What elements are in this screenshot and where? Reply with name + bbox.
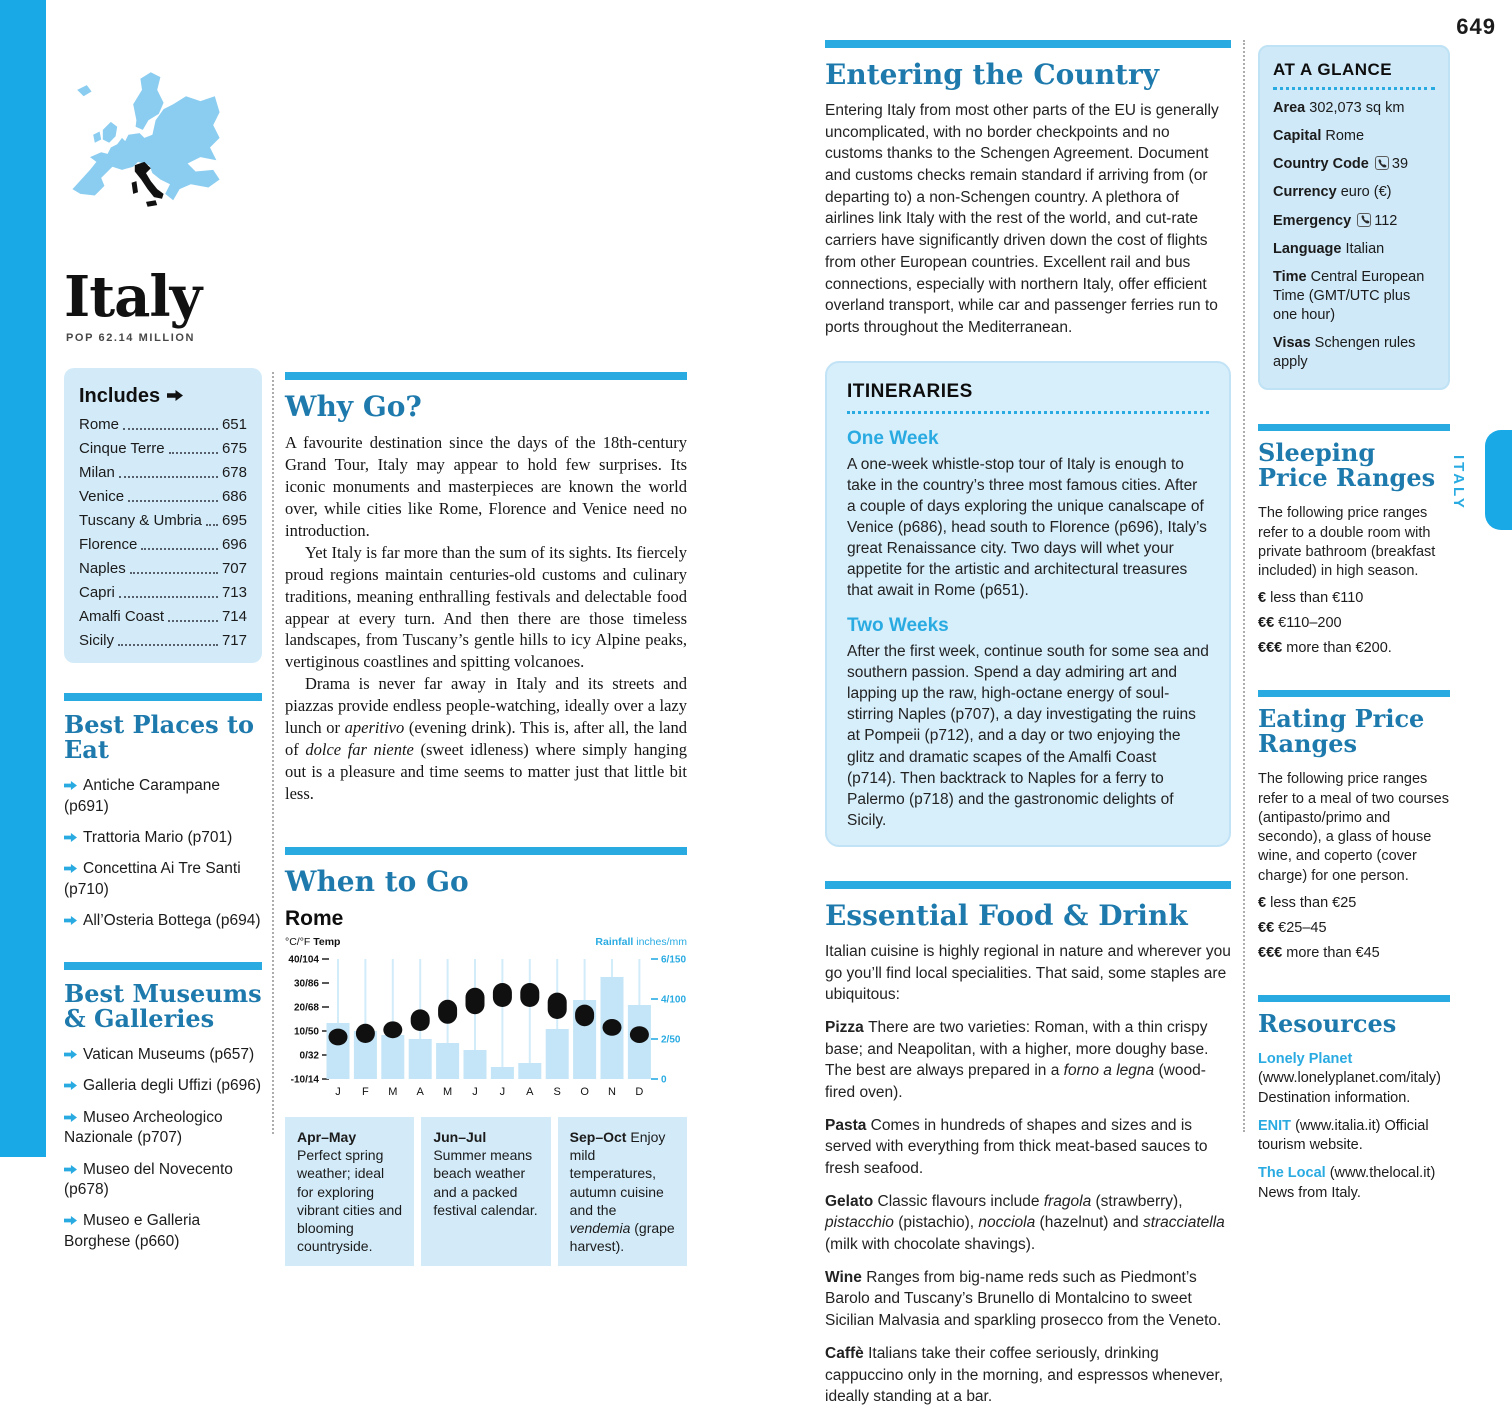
includes-item-name: Amalfi Coast xyxy=(79,608,165,626)
season-boxes xyxy=(285,1117,687,1266)
column-divider-dotted xyxy=(1243,40,1245,1132)
temp-tick-label: 10/50 xyxy=(293,1026,319,1038)
includes-list xyxy=(79,416,247,649)
price-symbol: €€€ xyxy=(1258,640,1287,657)
month-label: M xyxy=(388,1085,398,1098)
temp-tick-label: 20/68 xyxy=(293,1002,319,1014)
food-item: Wine Ranges from big-name reds such as Piedmont’s Barolo and Tuscany’s Brunello di Montalcino to sweet Sicilian Malvasia and sparkling prosecco from the Veneto. xyxy=(825,1268,1222,1330)
includes-item-name: Capri xyxy=(79,584,115,602)
arrow-bullet-icon xyxy=(64,832,77,843)
temp-range-pill xyxy=(466,988,485,1014)
europe-map-graphic xyxy=(66,46,226,241)
food-heading: Essential Food & Drink xyxy=(825,898,1188,932)
month-label: A xyxy=(526,1085,534,1098)
entering-body: Entering Italy from most other parts of the EU is generally uncomplicated, with no border checkpoints and no customs thanks to the Schengen Agreement. Document and customs checks remain standard if arriving from (or departing to) a non-Schengen country. A plethora of airlines link Italy with the rest of the world, and cut-rate carriers have significantly driven down the cost of flights from other European countries. Excellent rail and bus connections, especially with northern Italy, offer efficient overland transport, while car and passenger ferries run to ports throughout the Mediterranean. xyxy=(825,102,1219,336)
left-column xyxy=(64,38,262,1263)
includes-item-name: Rome xyxy=(79,416,120,434)
glance-entry: Area 302,073 sq km xyxy=(1273,100,1405,116)
food-intro: Italian cuisine is highly regional in nature and wherever you go you’ll find local specialities. That said, some staples are ubiquitous: xyxy=(825,942,1231,1004)
price-symbol: € xyxy=(1258,895,1271,911)
best-eat-list xyxy=(64,776,262,932)
europe-map xyxy=(66,46,226,241)
middle-column xyxy=(285,372,687,1266)
includes-item-name: Cinque Terre xyxy=(79,440,165,458)
eating-ranges xyxy=(1258,895,1450,961)
dotted-leader xyxy=(130,572,218,574)
rainfall-bar xyxy=(381,1035,404,1079)
rain-axis-label: Rainfall inches/mm xyxy=(595,935,687,948)
includes-item-page: 686 xyxy=(221,488,247,506)
season-box: Sep–Oct Enjoy mild temperatures, autumn cuisine and the vendemia (grape harvest). xyxy=(558,1117,687,1266)
temp-range-pill xyxy=(411,1009,430,1031)
glance-term: Time xyxy=(1273,268,1311,285)
dotted-rule xyxy=(1273,87,1435,90)
resource-item: The Local (www.thelocal.it) News from Italy. xyxy=(1258,1165,1436,1201)
entering-heading: Entering the Country xyxy=(825,58,1160,91)
season-label: Sep–Oct xyxy=(569,1128,631,1145)
dotted-leader xyxy=(141,548,218,550)
temp-tick-label: 40/104 xyxy=(288,954,319,966)
includes-item xyxy=(79,488,247,505)
temp-axis-label: °C/°F Temp xyxy=(285,935,341,948)
temp-range-pill xyxy=(575,1005,594,1027)
price-range-line: € less than €110 xyxy=(1258,590,1364,607)
glance-entry: Country Code 39 xyxy=(1273,156,1409,173)
includes-item xyxy=(79,440,247,457)
month-label: F xyxy=(362,1085,369,1098)
phone-icon xyxy=(1375,156,1389,170)
glance-entry: Visas Schengen rules apply xyxy=(1273,335,1416,371)
resource-items xyxy=(1258,1050,1450,1203)
includes-item-name: Tuscany & Umbria xyxy=(79,512,202,530)
resource-name: Lonely Planet xyxy=(1258,1050,1353,1067)
includes-item-name: Sicily xyxy=(79,632,115,650)
season-box: Apr–May Perfect spring weather; ideal for exploring vibrant cities and blooming countryside. xyxy=(285,1117,414,1266)
glance-term: Language xyxy=(1273,240,1346,257)
food-item: Pizza There are two varieties: Roman, with a thin crispy base; and Neapolitan, with a higher, more doughy base. The best are always prepared in a forno a legna (wood-fired oven). xyxy=(825,1018,1209,1101)
price-range-line: €€€ more than €200. xyxy=(1258,640,1392,657)
sleeping-heading: Sleeping Price Ranges xyxy=(1258,438,1436,493)
temp-range-pill xyxy=(493,983,512,1007)
glance-term: Currency xyxy=(1273,184,1341,201)
glance-entry: Capital Rome xyxy=(1273,128,1365,145)
arrow-right-icon xyxy=(167,385,183,408)
includes-item-page: 695 xyxy=(221,512,247,530)
column-divider-dotted xyxy=(272,372,274,1134)
includes-item xyxy=(79,416,247,433)
section-rule xyxy=(285,847,687,855)
price-range-line: €€€ more than €45 xyxy=(1258,945,1380,961)
rainfall-bar xyxy=(464,1050,487,1079)
when-to-go-heading: When to Go xyxy=(285,864,469,898)
sleeping-ranges xyxy=(1258,590,1450,656)
chapter-tab xyxy=(1485,430,1512,530)
rainfall-bar xyxy=(436,1043,459,1079)
includes-item-name: Milan xyxy=(79,464,115,482)
month-label: D xyxy=(635,1085,644,1098)
best-museums-item: Galleria degli Uffizi (p696) xyxy=(64,1076,262,1096)
section-rule xyxy=(64,693,262,701)
chapter-tab-label: ITALY xyxy=(1450,455,1467,511)
month-label: J xyxy=(499,1085,506,1098)
food-term: Pasta xyxy=(825,1116,871,1134)
includes-item xyxy=(79,464,247,481)
arrow-bullet-icon xyxy=(64,915,77,926)
section-rule xyxy=(1258,424,1450,431)
best-museums-item: Museo Archeologico Nazionale (p707) xyxy=(64,1108,223,1147)
food-item: Gelato Classic flavours include fragola (strawberry), pistacchio (pistachio), nocciola (hazelnut) and stracciatella (milk with chocolate shavings). xyxy=(825,1192,1225,1254)
at-a-glance-box xyxy=(1258,45,1450,390)
dotted-rule xyxy=(847,411,1209,414)
season-label: Jun–Jul xyxy=(433,1128,487,1145)
includes-box xyxy=(64,368,262,663)
section-rule xyxy=(285,372,687,380)
dotted-leader xyxy=(169,452,218,454)
includes-item-name: Venice xyxy=(79,488,125,506)
chart-city-label: Rome xyxy=(285,906,344,930)
price-symbol: € xyxy=(1258,590,1271,607)
food-term: Wine xyxy=(825,1268,867,1286)
price-range-line: € less than €25 xyxy=(1258,895,1357,911)
sleeping-section xyxy=(1258,424,1450,656)
food-section xyxy=(825,881,1231,1408)
includes-item xyxy=(79,632,247,649)
includes-item xyxy=(79,608,247,625)
best-eat-item: Trattoria Mario (p701) xyxy=(64,828,262,848)
resource-name: The Local xyxy=(1258,1165,1330,1182)
price-symbol: €€ xyxy=(1258,615,1279,632)
month-grid-line xyxy=(501,959,503,1079)
left-edge-accent-bar xyxy=(0,0,46,1157)
rain-tick-label: 2/50 xyxy=(661,1034,681,1046)
glance-term: Capital xyxy=(1273,128,1326,145)
includes-item xyxy=(79,584,247,601)
best-museums-heading: Best Museums & Galleries xyxy=(64,978,262,1033)
food-items xyxy=(825,1017,1231,1408)
includes-item-page: 717 xyxy=(221,632,247,650)
arrow-bullet-icon xyxy=(64,1112,77,1123)
temp-tick-label: 30/86 xyxy=(293,978,319,990)
dotted-leader xyxy=(128,500,218,502)
eating-heading: Eating Price Ranges xyxy=(1258,704,1425,759)
why-go-text xyxy=(285,432,687,805)
section-rule xyxy=(825,881,1231,889)
temp-tick-label: -10/14 xyxy=(290,1074,319,1086)
best-eat-item: Antiche Carampane (p691) xyxy=(64,777,220,815)
glance-heading: AT A GLANCE xyxy=(1273,60,1393,79)
rain-tick-label: 6/150 xyxy=(661,954,687,966)
month-label: A xyxy=(416,1085,424,1098)
glance-term: Visas xyxy=(1273,335,1315,352)
resources-section xyxy=(1258,995,1450,1203)
itineraries-sections xyxy=(847,428,1209,831)
itineraries-heading: ITINERARIES xyxy=(847,380,973,402)
month-label: J xyxy=(472,1085,478,1098)
why-go-paragraph: Yet Italy is far more than the sum of its sights. Its fiercely proud regions maintain centuries-old customs and culinary traditions, meaning enthralling festivals and delectable food appear at every turn. And then there are those timeless landscapes, from Tuscany’s gentle hills to icy Alpine peaks, vertiginous coastlines and spitting volcanoes. xyxy=(285,542,687,672)
includes-item-page: 678 xyxy=(221,464,247,482)
dotted-leader xyxy=(168,620,218,622)
dotted-leader xyxy=(123,428,218,430)
itinerary-body: A one-week whistle-stop tour of Italy is enough to take in the country’s three most famous cities. After a couple of days exploring the unique canalscape of Venice (p686), head south to Florence (p696), Italy’s great Renaissance city. Two days will whet your appetite for the artistic and architectural treasures that await in Rome (p651). xyxy=(847,455,1207,600)
month-label: N xyxy=(608,1085,616,1098)
month-grid-line xyxy=(529,959,531,1079)
best-eat-item: Concettina Ai Tre Santi (p710) xyxy=(64,860,241,898)
price-range-line: €€ €25–45 xyxy=(1258,920,1327,936)
main-column xyxy=(825,40,1231,1408)
best-museums-list xyxy=(64,1045,262,1253)
price-symbol: €€€ xyxy=(1258,945,1287,961)
rainfall-bar xyxy=(546,1029,569,1079)
arrow-bullet-icon xyxy=(64,780,77,791)
month-label: O xyxy=(580,1085,589,1098)
section-rule xyxy=(1258,995,1450,1002)
glance-term: Country Code xyxy=(1273,156,1373,173)
why-go-paragraph: A favourite destination since the days of the 18th-century Grand Tour, Italy may appear to hold few surprises. Its iconic monuments and masterpieces are known the world over, while cities like Rome, Florence and Venice need no introduction. xyxy=(285,433,687,540)
section-rule xyxy=(1258,690,1450,697)
eating-intro: The following price ranges refer to a meal of two courses (antipasto/primo and secondo), a glass of house wine, and coperto (cover charge) for one person. xyxy=(1258,771,1449,884)
includes-heading xyxy=(79,385,247,408)
climate-chart xyxy=(285,933,687,1105)
why-go-paragraph: Drama is never far away in Italy and its streets and piazzas provide endless people-watching, ideally over a lazy lunch or aperitivo (evening drink). This is, after all, the land of dolce far niente (sweet idleness) where simply hanging out is a pleasure and time seems to matter just that little bit less. xyxy=(285,674,687,803)
temp-tick-label: 0/32 xyxy=(299,1050,319,1062)
sleeping-intro: The following price ranges refer to a double room with private bathroom (breakfast included) in high season. xyxy=(1258,505,1436,580)
rain-tick-label: 0 xyxy=(661,1074,667,1086)
food-item: Caffè Italians take their coffee seriously, drinking cappuccino only in the morning, and espressos whenever, ideally standing at a bar. xyxy=(825,1344,1224,1406)
food-term: Caffè xyxy=(825,1344,869,1362)
price-symbol: €€ xyxy=(1258,920,1279,936)
includes-item xyxy=(79,560,247,577)
arrow-bullet-icon xyxy=(64,1080,77,1091)
month-label: S xyxy=(553,1085,561,1098)
itinerary-body: After the first week, continue south for some sea and southern passion. Spend a day admiring art and lapping up the raw, high-octane energy of soul-stirring Naples (p707), a day investigating the ruins at Pompeii (p712), and a day or two enjoying the glitz and dramatic scapes of the Amalfi Coast (p714). Then backtrack to Naples for a ferry to Palermo (p718) and the gastronomic delights of Sicily. xyxy=(847,643,1209,829)
country-title: Italy xyxy=(64,264,202,330)
rain-tick-label: 4/100 xyxy=(661,994,687,1006)
temp-range-pill xyxy=(520,983,539,1007)
season-box: Jun–Jul Summer means beach weather and a packed festival calendar. xyxy=(421,1117,550,1266)
includes-item-page: 651 xyxy=(221,416,247,434)
itinerary-subheading: Two Weeks xyxy=(847,615,949,637)
temp-range-pill xyxy=(603,1019,622,1036)
glance-term: Area xyxy=(1273,100,1310,116)
includes-item xyxy=(79,512,247,529)
resource-name: ENIT xyxy=(1258,1117,1296,1134)
sidebar-column xyxy=(1258,45,1450,1203)
resources-heading: Resources xyxy=(1258,1009,1397,1038)
includes-item xyxy=(79,536,247,553)
best-museums-item: Vatican Museums (p657) xyxy=(64,1045,262,1065)
glance-entry: Emergency 112 xyxy=(1273,212,1398,229)
section-rule xyxy=(64,962,262,970)
rainfall-bar xyxy=(491,1067,514,1079)
glance-term: Emergency xyxy=(1273,212,1356,229)
page-number: 649 xyxy=(1456,14,1496,39)
best-eat-item: All’Osteria Bottega (p694) xyxy=(64,911,262,931)
eating-section xyxy=(1258,690,1450,961)
itinerary-subheading: One Week xyxy=(847,427,939,449)
arrow-bullet-icon xyxy=(64,1215,77,1226)
arrow-bullet-icon xyxy=(64,1049,77,1060)
price-range-line: €€ €110–200 xyxy=(1258,615,1342,632)
includes-item-name: Naples xyxy=(79,560,126,578)
rainfall-bar xyxy=(518,1063,541,1079)
best-eat-heading: Best Places to Eat xyxy=(64,710,255,765)
temp-range-pill xyxy=(329,1029,348,1046)
month-label: M xyxy=(443,1085,453,1098)
phone-icon xyxy=(1357,213,1371,227)
rainfall-bar xyxy=(409,1039,432,1079)
dotted-leader xyxy=(206,524,218,526)
best-museums-item: Museo del Novecento (p678) xyxy=(64,1160,233,1198)
resource-item: ENIT (www.italia.it) Official tourism website. xyxy=(1258,1117,1429,1154)
includes-title: Includes xyxy=(79,385,161,408)
arrow-bullet-icon xyxy=(64,863,77,874)
glance-entries xyxy=(1273,99,1435,372)
glance-entry: Language Italian xyxy=(1273,240,1385,257)
temp-range-pill xyxy=(383,1021,402,1038)
food-item: Pasta Comes in hundreds of shapes and sizes and is served with everything from thick meat-based sauces to fresh seafood. xyxy=(825,1116,1208,1177)
when-to-go-section xyxy=(285,847,687,1266)
dotted-leader xyxy=(118,644,218,646)
includes-item-page: 707 xyxy=(221,560,247,578)
dotted-leader xyxy=(119,476,218,478)
season-label: Apr–May xyxy=(297,1128,357,1145)
arrow-bullet-icon xyxy=(64,1164,77,1175)
temp-range-pill xyxy=(356,1024,375,1043)
temp-range-pill xyxy=(548,993,567,1019)
population-label: POP 62.14 MILLION xyxy=(66,332,196,345)
food-term: Gelato xyxy=(825,1192,878,1210)
why-go-heading: Why Go? xyxy=(285,390,422,423)
best-museums-item: Museo e Galleria Borghese (p660) xyxy=(64,1212,201,1250)
includes-item-page: 696 xyxy=(221,536,247,554)
resource-item: Lonely Planet (www.lonelyplanet.com/italy) Destination information. xyxy=(1258,1050,1441,1106)
temp-range-pill xyxy=(630,1026,649,1043)
section-rule xyxy=(825,40,1231,48)
dotted-leader xyxy=(119,596,218,598)
glance-entry: Currency euro (€) xyxy=(1273,184,1392,201)
temp-range-pill xyxy=(438,1000,457,1024)
includes-item-page: 675 xyxy=(221,440,247,458)
includes-item-name: Florence xyxy=(79,536,138,554)
itineraries-box xyxy=(825,361,1231,847)
includes-item-page: 714 xyxy=(221,608,247,626)
glance-entry: Time Central European Time (GMT/UTC plus one hour) xyxy=(1273,268,1425,323)
includes-item-page: 713 xyxy=(221,584,247,602)
month-label: J xyxy=(335,1085,341,1098)
food-term: Pizza xyxy=(825,1018,869,1036)
